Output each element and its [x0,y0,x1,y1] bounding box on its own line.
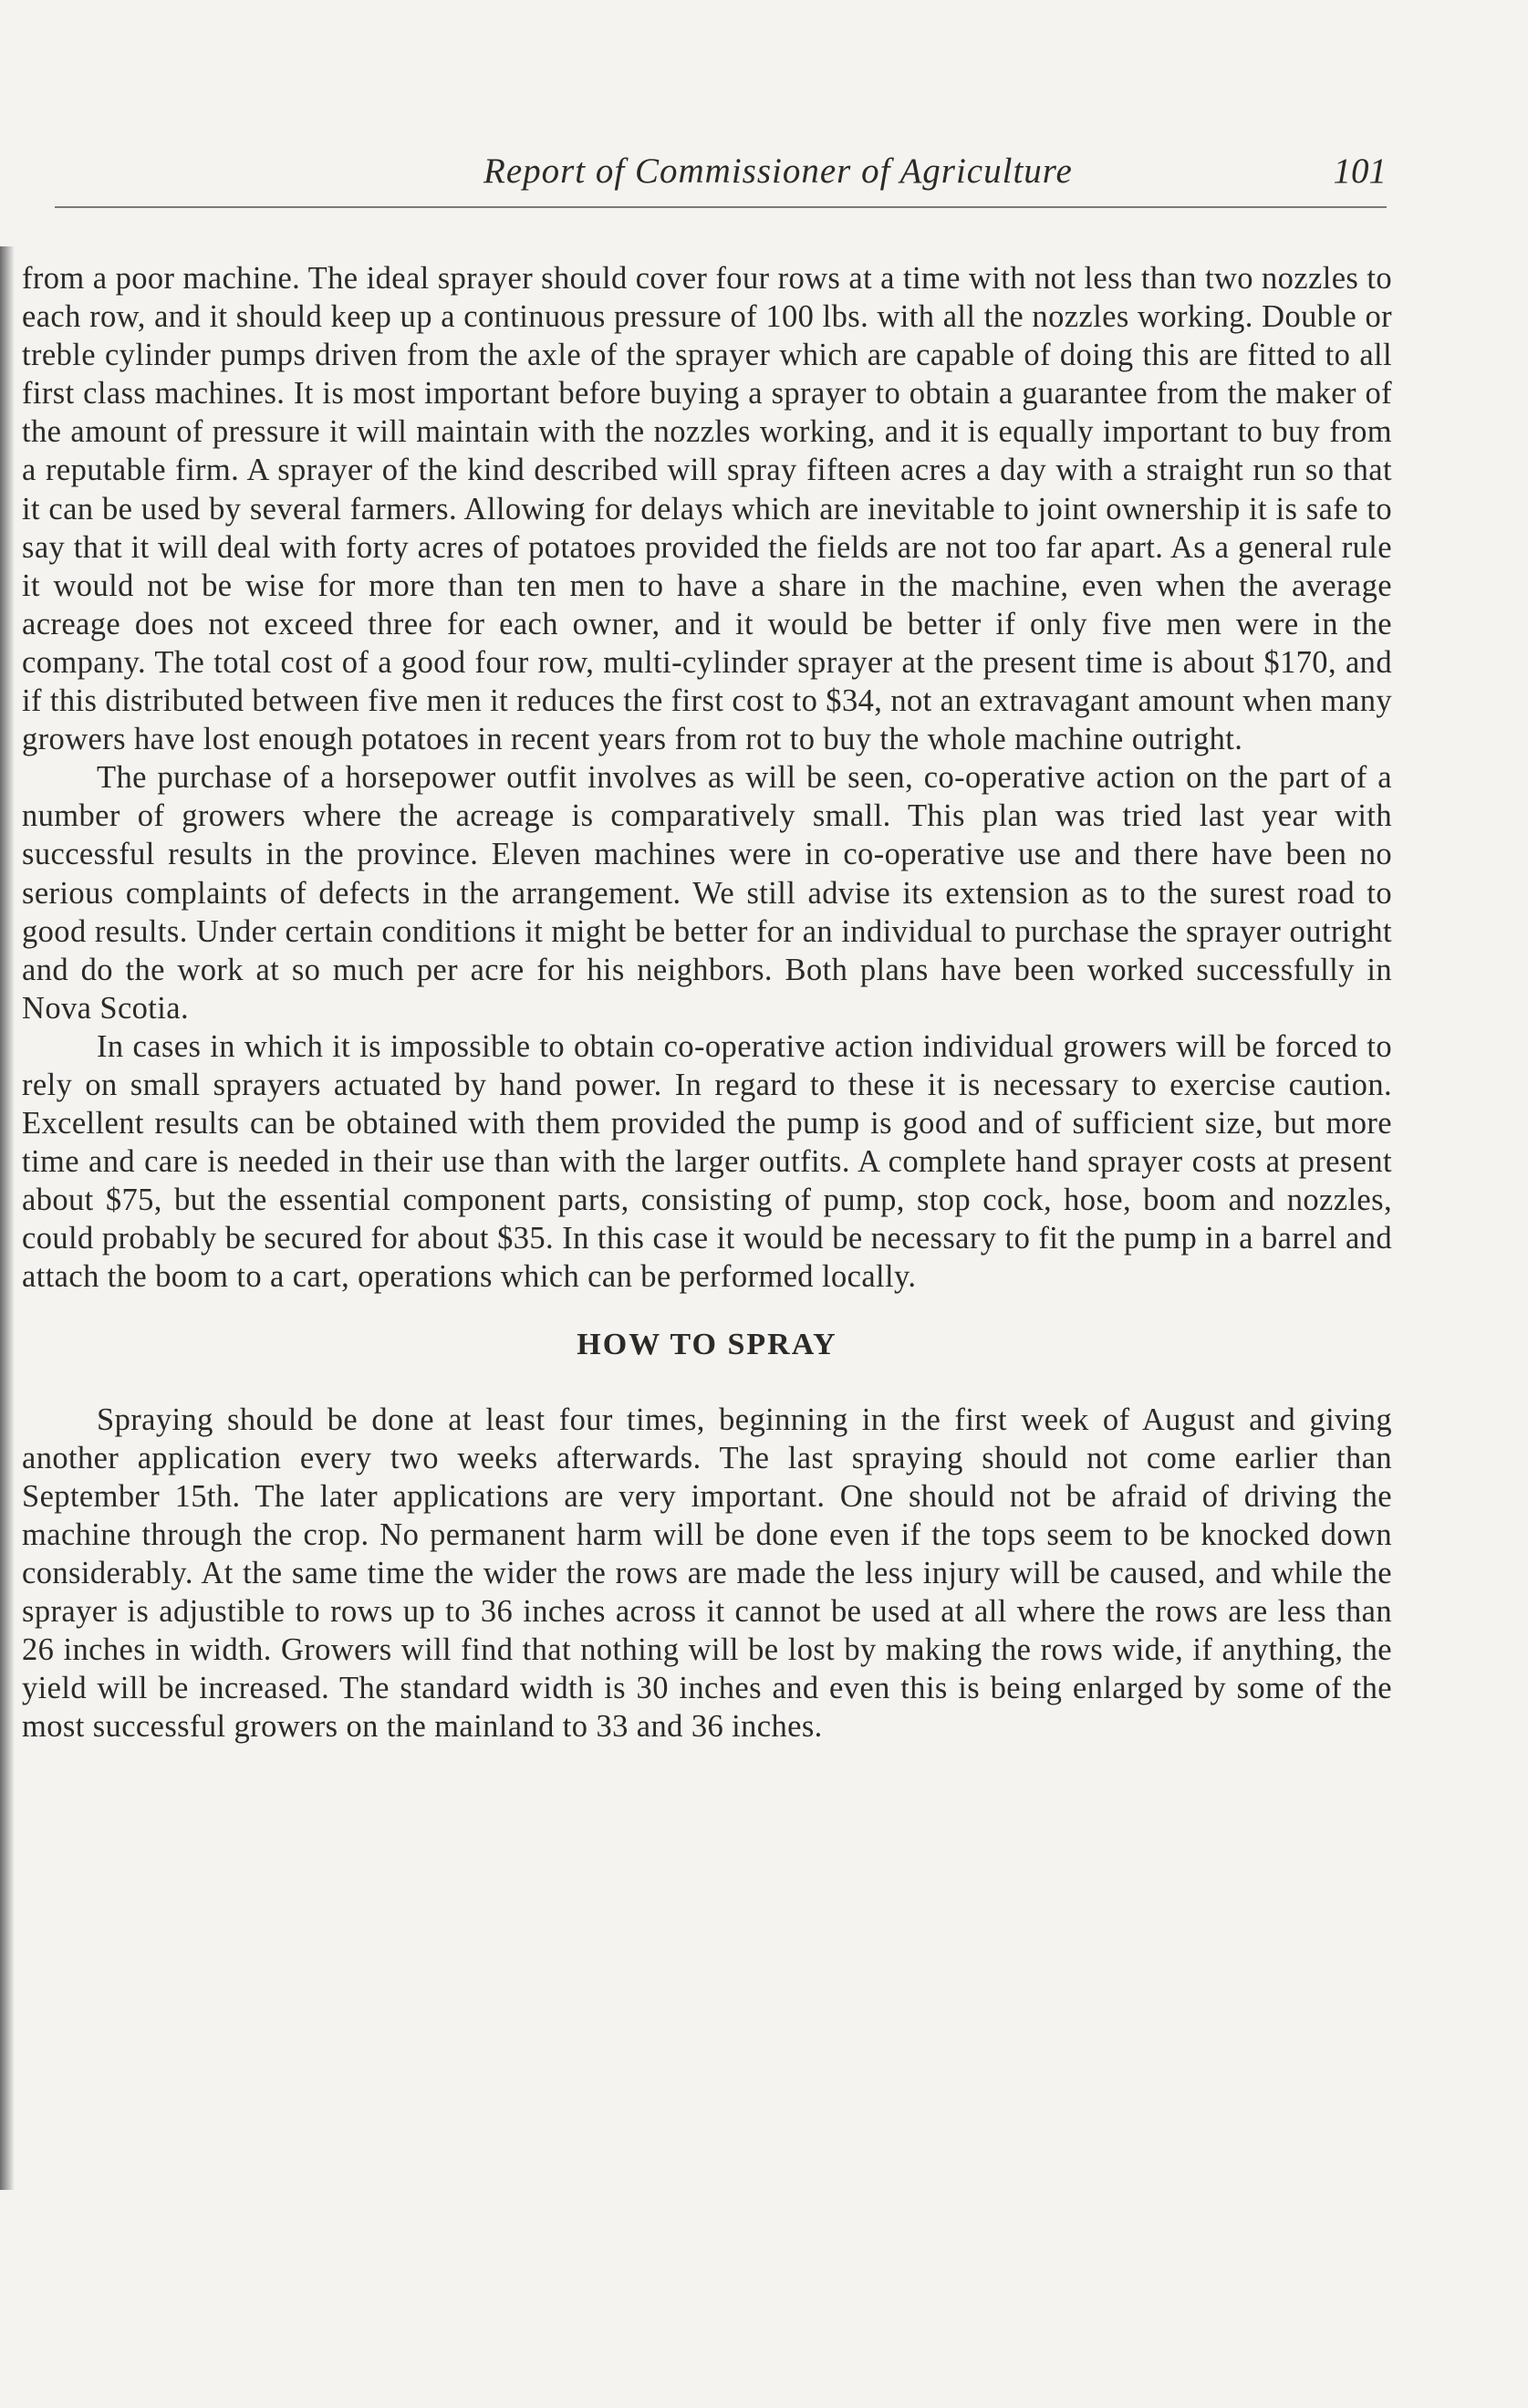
running-title: Report of Commissioner of Agriculture [483,151,1073,191]
section-heading-how-to-spray: HOW TO SPRAY [577,1327,837,1361]
header-rule [55,206,1387,208]
page-body [22,259,1392,1746]
paragraph-sprayer-requirements: from a poor machine. The ideal sprayer should cover four rows at a time with not less than two nozzles to each row, and it should keep up a continuous pressure of 100 lbs. with all the nozzles working. Double or treble cylinder pumps driven from the axle of the sprayer which are capable of doing this are fitted to all first class machines. It is most important before buying a sprayer to obtain a guarantee from the maker of the amount of pressure it will maintain with the nozzles working, and it is equally important to buy from a reputable firm. A sprayer of the kind described will spray fifteen acres a day with a straight run so that it can be used by several farmers. Allowing for delays which are inevitable to joint ownership it is safe to say that it will deal with forty acres of potatoes provided the fields are not too far apart. As a general rule it would not be wise for more than ten men to have a share in the machine, even when the average acreage does not exceed three for each owner, and it would be better if only five men were in the company. The total cost of a good four row, multi-cylinder sprayer at the present time is about $170, and if this distributed between five men it reduces the first cost to $34, not an extravagant amount when many growers have lost enough potatoes in recent years from rot to buy the whole machine outright. [22,261,1392,757]
page-binding-shadow [0,246,15,2190]
paragraph-hand-sprayers: In cases in which it is impossible to obtain co-operative action individual growers will be forced to rely on small sprayers actuated by hand power. In regard to these it is necessary to exercise caution. Excellent results can be obtained with them provided the pump is good and of sufficient size, but more time and care is needed in their use than with the larger outfits. A complete hand sprayer costs at present about $75, but the essential component parts, consisting of pump, stop cock, hose, boom and nozzles, could probably be secured for about $35. In this case it would be necessary to fit the pump in a barrel and attach the boom to a cart, operations which can be performed locally. [22,1028,1392,1295]
page-number: 101 [1333,151,1387,191]
paragraph-spraying-schedule: Spraying should be done at least four times, beginning in the first week of August and giving another application every two weeks afterwards. The last spraying should not come earlier than September 15th. The later applications are very important. One should not be afraid of driving the machine through the crop. No permanent harm will be done even if the tops seem to be knocked down considerably. At the same time the wider the rows are made the less injury will be caused, and while the sprayer is adjustible to rows up to 36 inches across it cannot be used at all where the rows are less than 26 inches in width. Growers will find that nothing will be lost by making the rows wide, if anything, the yield will be increased. The standard width is 30 inches and even this is being enlarged by some of the most successful growers on the mainland to 33 and 36 inches. [22,1402,1392,1745]
running-header [55,151,1387,202]
paragraph-cooperative-purchase: The purchase of a horsepower outfit involves as will be seen, co-operative action on the part of a number of growers where the acreage is comparatively small. This plan was tried last year with successful results in the province. Eleven machines were in co-operative use and there have been no serious complaints of defects in the arrangement. We still advise its extension as to the surest road to good results. Under certain conditions it might be better for an individual to purchase the sprayer outright and do the work at so much per acre for his neighbors. Both plans have been worked successfully in Nova Scotia. [22,760,1392,1026]
